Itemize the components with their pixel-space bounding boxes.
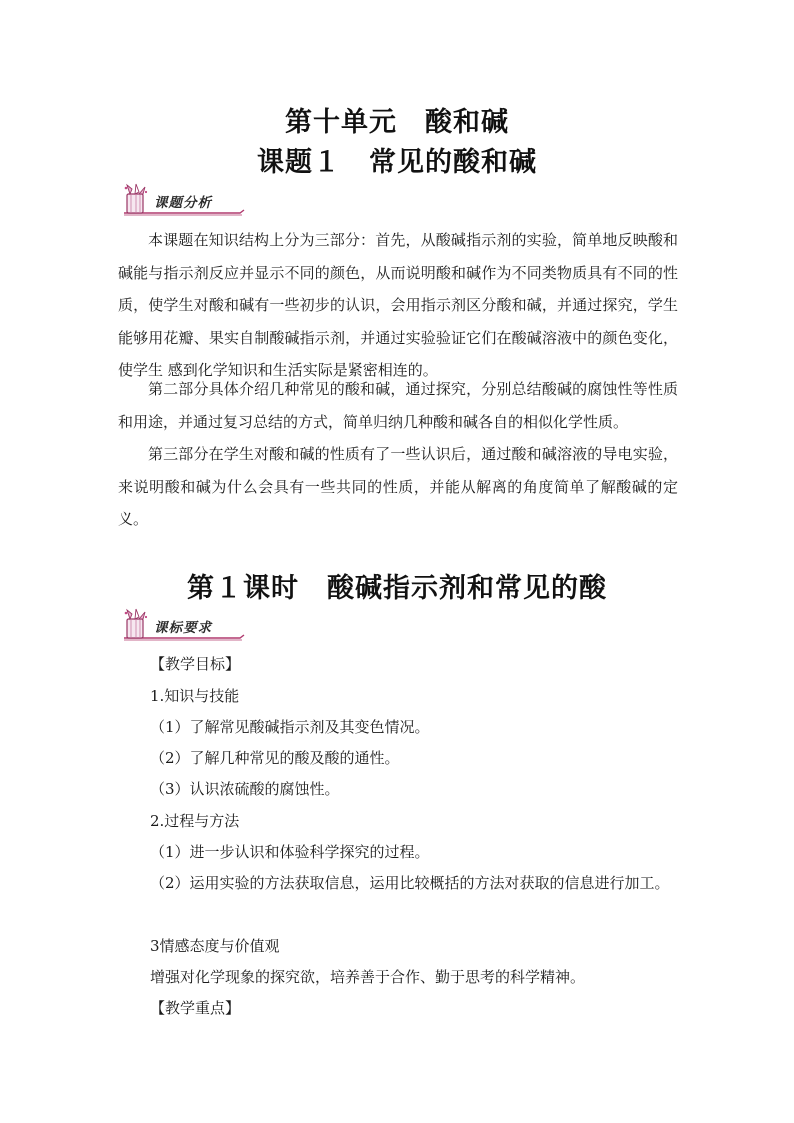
knowledge-item-3: （3）认识浓硫酸的腐蚀性。	[150, 780, 340, 798]
emotion-values-text: 增强对化学现象的探究欲，培养善于合作、勤于思考的科学精神。	[150, 968, 586, 986]
analysis-paragraph-1: 本课题在知识结构上分为三部分：首先，从酸碱指示剂的实验，简单地反映酸和碱能与指示剂反应并显示不同的颜色，从而说明酸和碱作为不同类物质具有不同的性质，使学生对酸和碱有一些初步的认识，会用指示剂区分酸和碱，并通过探究，学生能够用花瓣、果实自制酸碱指示剂，并通过实验验证它们在酸碱溶液中的颜色变化，使学生 感到化学知识和生活实际是紧密相连的。	[118, 231, 678, 380]
unit-title: 第十单元 酸和碱	[285, 107, 509, 138]
process-item-1: （1）进一步认识和体验科学探究的过程。	[150, 843, 430, 861]
analysis-section-badge	[118, 183, 248, 217]
analysis-paragraph-3: 第三部分在学生对酸和碱的性质有了一些认识后，通过酸和碱溶液的导电实验，来说明酸和碱为什么会具有一些共同的性质，并能从解离的角度简单了解酸碱的定义。	[118, 445, 678, 529]
knowledge-item-1: （1）了解常见酸碱指示剂及其变色情况。	[150, 718, 430, 736]
key-points-heading: 【教学重点】	[150, 999, 241, 1017]
analysis-paragraph-2: 第二部分具体介绍几种常见的酸和碱，通过探究，分别总结酸碱的腐蚀性等性质和用途，并通过复习总结的方式，简单归纳几种酸和碱各自的相似化学性质。	[118, 380, 678, 431]
knowledge-item-2: （2）了解几种常见的酸及酸的通性。	[150, 749, 400, 767]
standards-section-badge	[118, 608, 248, 642]
standards-section-label: 课标要求	[154, 620, 212, 636]
process-item-2: （2）运用实验的方法获取信息，运用比较概括的方法对获取的信息进行加工。	[150, 874, 670, 892]
knowledge-skills-title: 1.知识与技能	[150, 687, 240, 705]
objectives-heading: 【教学目标】	[150, 655, 241, 673]
analysis-section-label: 课题分析	[154, 195, 212, 211]
process-method-title: 2.过程与方法	[150, 812, 240, 830]
lesson-title: 课题１ 常见的酸和碱	[257, 147, 537, 178]
period-title: 第１课时 酸碱指示剂和常见的酸	[187, 573, 607, 604]
emotion-values-title: 3情感态度与价值观	[150, 937, 280, 955]
